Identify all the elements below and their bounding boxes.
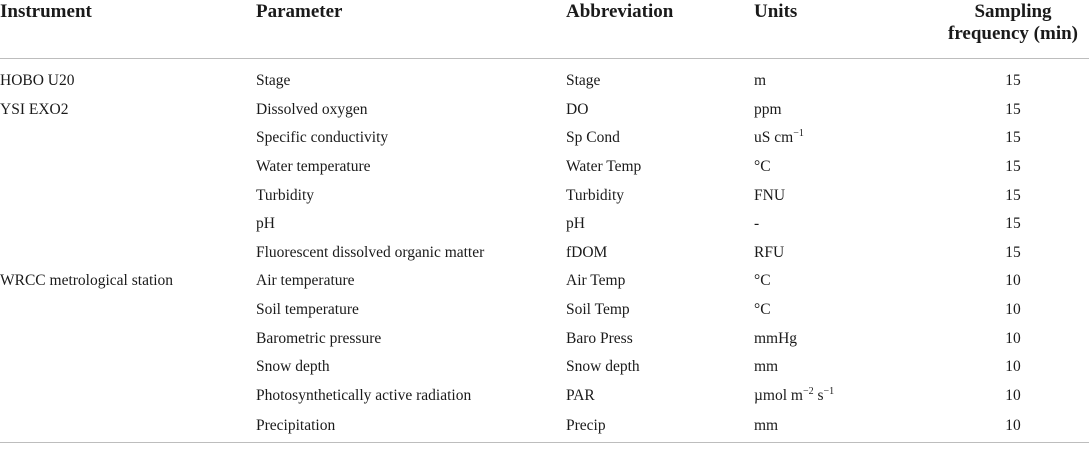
- table-row: [0, 296, 1089, 325]
- header-sampling-line1: Sampling: [974, 1, 1052, 22]
- cell-abbreviation: Precip: [566, 410, 754, 443]
- cell-parameter: Fluorescent dissolved organic matter: [256, 243, 485, 261]
- table-row: [0, 96, 1089, 125]
- cell-units: [754, 353, 937, 382]
- cell-abbreviation: Snow depth: [566, 358, 640, 376]
- cell-instrument: [0, 410, 256, 443]
- cell-instrument: [0, 296, 256, 325]
- units-base: mm: [754, 417, 779, 435]
- table-row: [0, 267, 1089, 296]
- cell-abbreviation: pH: [566, 215, 585, 233]
- cell-units: [754, 210, 937, 239]
- cell-frequency: 10: [937, 410, 1089, 443]
- cell-abbreviation: Water Temp: [566, 158, 642, 176]
- cell-units: [754, 382, 937, 411]
- units-base: FNU: [754, 186, 786, 204]
- units-base: uS cm: [754, 129, 794, 147]
- cell-parameter: Snow depth: [256, 358, 330, 376]
- cell-abbreviation: Sp Cond: [566, 129, 620, 147]
- cell-instrument: [0, 210, 256, 239]
- cell-instrument: [0, 239, 256, 268]
- table-row: [0, 382, 1089, 411]
- cell-instrument: [0, 124, 256, 153]
- units-rest: s: [813, 386, 824, 404]
- cell-frequency: 15: [1005, 243, 1021, 261]
- header-instrument: Instrument: [0, 0, 256, 59]
- cell-instrument: WRCC metrological station: [0, 272, 174, 290]
- cell-frequency: 10: [1005, 272, 1021, 290]
- cell-units: [754, 59, 937, 96]
- cell-parameter: Soil temperature: [256, 301, 359, 319]
- table-row: [0, 124, 1089, 153]
- cell-units: [754, 181, 937, 210]
- units-base: µmol m: [754, 386, 803, 404]
- cell-frequency: 15: [1005, 100, 1021, 118]
- units-base: ppm: [754, 100, 782, 118]
- cell-frequency: 10: [1005, 329, 1021, 347]
- table-body: [0, 59, 1089, 443]
- cell-frequency: 10: [1005, 358, 1021, 376]
- cell-parameter: pH: [256, 215, 275, 233]
- header-units: Units: [754, 0, 937, 59]
- cell-units: [754, 410, 937, 443]
- cell-units: [754, 324, 937, 353]
- cell-frequency: 15: [1005, 158, 1021, 176]
- units-base: RFU: [754, 243, 785, 261]
- cell-abbreviation: Air Temp: [566, 272, 626, 290]
- cell-instrument: [0, 153, 256, 182]
- cell-frequency: 10: [1005, 301, 1021, 319]
- cell-units: [754, 124, 937, 153]
- cell-instrument: [0, 382, 256, 411]
- cell-instrument: [0, 181, 256, 210]
- units-base: mmHg: [754, 329, 798, 347]
- cell-frequency: 10: [1005, 386, 1021, 404]
- cell-units: [754, 153, 937, 182]
- cell-parameter: Precipitation: [256, 410, 566, 443]
- cell-parameter: Specific conductivity: [256, 129, 389, 147]
- cell-abbreviation: Baro Press: [566, 329, 633, 347]
- table-row: [0, 353, 1089, 382]
- cell-frequency: 15: [1005, 186, 1021, 204]
- table-header: [0, 0, 1089, 59]
- cell-parameter: Turbidity: [256, 186, 315, 204]
- table-row: [0, 181, 1089, 210]
- header-abbreviation: Abbreviation: [566, 0, 754, 59]
- units-exponent-2: −1: [823, 385, 835, 397]
- cell-parameter: Barometric pressure: [256, 329, 382, 347]
- units-base: m: [754, 72, 767, 90]
- table-row: [0, 153, 1089, 182]
- table-row: [0, 239, 1089, 268]
- table-row: [0, 210, 1089, 239]
- units-exponent: −2: [802, 385, 814, 397]
- cell-abbreviation: fDOM: [566, 243, 608, 261]
- units-exponent: −1: [793, 128, 804, 140]
- cell-frequency: 15: [1005, 215, 1021, 233]
- header-sampling-line2: frequency (min): [948, 23, 1078, 44]
- table-row: [0, 410, 1089, 443]
- cell-units: [754, 96, 937, 125]
- cell-parameter: Photosynthetically active radiation: [256, 386, 472, 404]
- header-parameter: Parameter: [256, 0, 566, 59]
- cell-parameter: Air temperature: [256, 272, 355, 290]
- table-row: [0, 59, 1089, 96]
- cell-instrument: [0, 353, 256, 382]
- cell-parameter: Dissolved oxygen: [256, 100, 368, 118]
- units-base: °C: [754, 158, 771, 176]
- cell-parameter: Stage: [256, 72, 291, 90]
- cell-parameter: Water temperature: [256, 158, 371, 176]
- units-base: mm: [754, 358, 779, 376]
- cell-units: [754, 239, 937, 268]
- header-row: [0, 0, 1089, 59]
- cell-abbreviation: Soil Temp: [566, 301, 630, 319]
- cell-abbreviation: Turbidity: [566, 186, 625, 204]
- cell-instrument: HOBO U20: [0, 72, 75, 90]
- cell-frequency: 15: [1005, 129, 1021, 147]
- units-base: -: [754, 215, 760, 233]
- cell-abbreviation: DO: [566, 100, 589, 118]
- cell-abbreviation: PAR: [566, 386, 595, 404]
- cell-frequency: 15: [1005, 72, 1021, 90]
- units-base: °C: [754, 301, 771, 319]
- cell-abbreviation: Stage: [566, 72, 601, 90]
- cell-instrument: YSI EXO2: [0, 100, 69, 118]
- cell-units: [754, 296, 937, 325]
- units-base: °C: [754, 272, 771, 290]
- cell-units: [754, 267, 937, 296]
- cell-instrument: [0, 324, 256, 353]
- table-row: [0, 324, 1089, 353]
- header-sampling-frequency: [937, 0, 1089, 59]
